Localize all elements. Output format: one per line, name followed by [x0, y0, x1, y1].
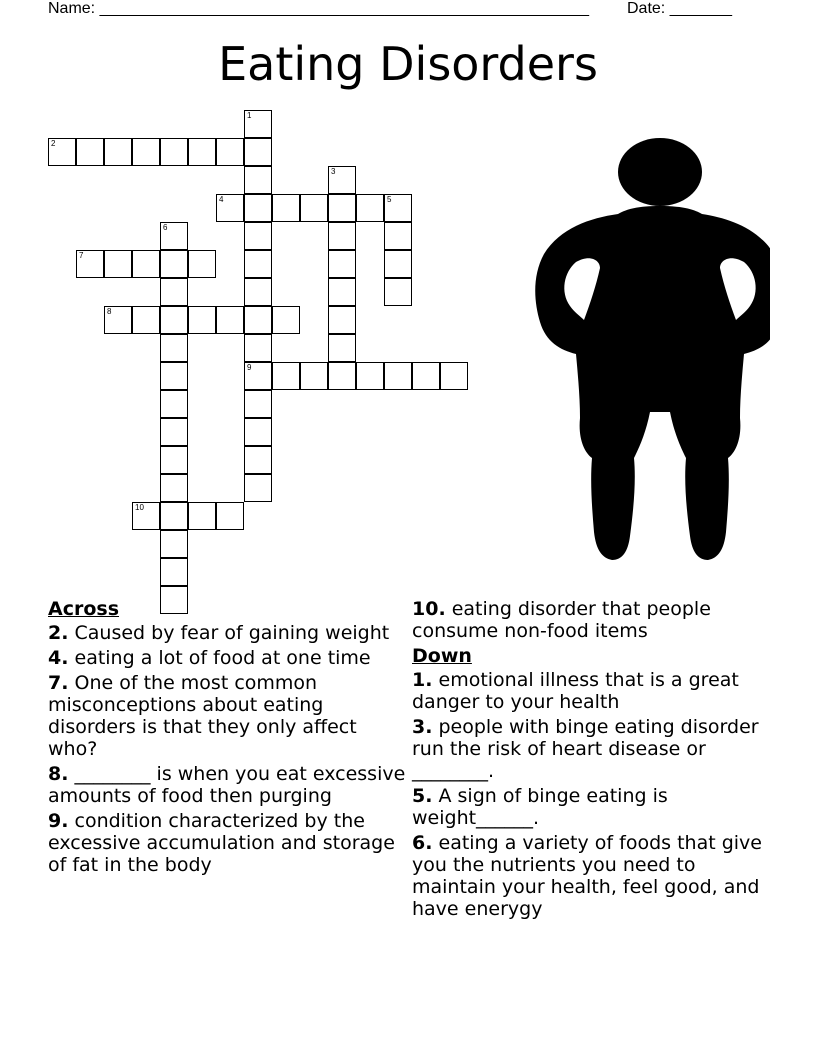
clue-across-9 — [48, 810, 410, 876]
human-silhouette-icon — [530, 136, 770, 562]
clue-down-3 — [412, 716, 782, 782]
crossword-cell[interactable] — [244, 222, 272, 250]
crossword-cell[interactable] — [384, 222, 412, 250]
crossword-cell[interactable] — [160, 530, 188, 558]
name-field-label[interactable]: Name: _______________________________________________________ — [48, 0, 589, 17]
crossword-cell[interactable] — [188, 306, 216, 334]
clue-down-5 — [412, 785, 782, 829]
crossword-cell[interactable] — [216, 194, 244, 222]
crossword-cell[interactable] — [244, 166, 272, 194]
crossword-cell[interactable] — [160, 474, 188, 502]
page-title: Eating Disorders — [218, 37, 598, 91]
clue-number: 7. — [48, 672, 69, 694]
crossword-cell[interactable] — [160, 362, 188, 390]
crossword-cell[interactable] — [384, 362, 412, 390]
clue-text: A sign of binge eating is weight______. — [412, 785, 668, 829]
crossword-cell[interactable] — [160, 278, 188, 306]
cell-number: 1 — [247, 111, 252, 120]
crossword-cell[interactable] — [244, 110, 272, 138]
clue-text: eating disorder that people consume non-food items — [412, 598, 711, 642]
clue-number: 3. — [412, 716, 433, 738]
cell-number: 10 — [135, 503, 144, 512]
cell-number: 6 — [163, 223, 168, 232]
clues-left-column — [48, 598, 410, 879]
clue-text: ________ is when you eat excessive amounts of food then purging — [48, 763, 406, 807]
crossword-cell[interactable] — [272, 362, 300, 390]
clues-right-column — [412, 598, 782, 923]
clue-across-10 — [412, 598, 782, 642]
clue-text: condition characterized by the excessive accumulation and storage of fat in the body — [48, 810, 395, 876]
crossword-cell[interactable] — [216, 306, 244, 334]
date-field-label[interactable]: Date: _______ — [627, 0, 732, 17]
cell-number: 4 — [219, 195, 224, 204]
clue-number: 5. — [412, 785, 433, 807]
crossword-cell[interactable] — [300, 194, 328, 222]
crossword-cell[interactable] — [244, 474, 272, 502]
crossword-cell[interactable] — [328, 306, 356, 334]
crossword-cell[interactable] — [356, 194, 384, 222]
crossword-cell[interactable] — [328, 222, 356, 250]
clue-number: 8. — [48, 763, 69, 785]
crossword-cell[interactable] — [188, 250, 216, 278]
clue-number: 2. — [48, 622, 69, 644]
crossword-cell[interactable] — [160, 222, 188, 250]
clue-across-2 — [48, 622, 410, 644]
crossword-cell[interactable] — [244, 250, 272, 278]
clue-down-6 — [412, 832, 782, 920]
crossword-cell[interactable] — [132, 306, 160, 334]
crossword-cell[interactable] — [160, 138, 188, 166]
clue-number: 6. — [412, 832, 433, 854]
crossword-cell[interactable] — [104, 138, 132, 166]
clue-number: 9. — [48, 810, 69, 832]
crossword-cell[interactable] — [76, 138, 104, 166]
clue-text: people with binge eating disorder run the risk of heart disease or ________. — [412, 716, 759, 782]
crossword-cell[interactable] — [160, 334, 188, 362]
crossword-cell[interactable] — [160, 390, 188, 418]
crossword-cell[interactable] — [160, 502, 188, 530]
clue-text: One of the most common misconceptions about eating disorders is that they only affect who? — [48, 672, 357, 760]
crossword-cell[interactable] — [300, 362, 328, 390]
cell-number: 7 — [79, 251, 84, 260]
crossword-cell[interactable] — [104, 306, 132, 334]
crossword-cell[interactable] — [244, 362, 272, 390]
crossword-cell[interactable] — [440, 362, 468, 390]
crossword-cell[interactable] — [244, 446, 272, 474]
crossword-cell[interactable] — [356, 362, 384, 390]
crossword-cell[interactable] — [328, 278, 356, 306]
clue-text: Caused by fear of gaining weight — [74, 622, 390, 644]
clue-across-7 — [48, 672, 410, 760]
clue-text: eating a lot of food at one time — [74, 647, 371, 669]
clue-text: eating a variety of foods that give you the nutrients you need to maintain your health, feel good, and have enerygy — [412, 832, 762, 920]
crossword-cell[interactable] — [244, 418, 272, 446]
crossword-cell[interactable] — [48, 138, 76, 166]
crossword-cell[interactable] — [104, 250, 132, 278]
crossword-cell[interactable] — [412, 362, 440, 390]
clue-number: 1. — [412, 669, 433, 691]
clue-across-8 — [48, 763, 410, 807]
crossword-cell[interactable] — [328, 362, 356, 390]
crossword-cell[interactable] — [160, 250, 188, 278]
crossword-cell[interactable] — [244, 306, 272, 334]
crossword-cell[interactable] — [132, 138, 160, 166]
crossword-cell[interactable] — [328, 194, 356, 222]
clue-number: 4. — [48, 647, 69, 669]
crossword-cell[interactable] — [160, 418, 188, 446]
crossword-cell[interactable] — [160, 446, 188, 474]
clue-down-1 — [412, 669, 782, 713]
crossword-cell[interactable] — [132, 250, 160, 278]
crossword-cell[interactable] — [244, 194, 272, 222]
crossword-cell[interactable] — [328, 250, 356, 278]
down-heading: Down — [412, 645, 472, 667]
cell-number: 2 — [51, 139, 56, 148]
crossword-cell[interactable] — [216, 502, 244, 530]
cell-number: 9 — [247, 363, 252, 372]
crossword-cell[interactable] — [188, 138, 216, 166]
crossword-cell[interactable] — [272, 306, 300, 334]
cell-number: 5 — [387, 195, 392, 204]
across-heading: Across — [48, 598, 120, 620]
crossword-cell[interactable] — [216, 138, 244, 166]
crossword-cell[interactable] — [132, 502, 160, 530]
crossword-cell[interactable] — [244, 138, 272, 166]
cell-number: 8 — [107, 307, 112, 316]
cell-number: 3 — [331, 167, 336, 176]
crossword-cell[interactable] — [384, 194, 412, 222]
crossword-cell[interactable] — [384, 278, 412, 306]
header — [48, 0, 748, 20]
crossword-cell[interactable] — [328, 166, 356, 194]
crossword-cell[interactable] — [328, 334, 356, 362]
crossword-cell[interactable] — [272, 194, 300, 222]
crossword-cell[interactable] — [244, 278, 272, 306]
clue-across-4 — [48, 647, 410, 669]
crossword-cell[interactable] — [244, 334, 272, 362]
crossword-cell[interactable] — [188, 502, 216, 530]
crossword-cell[interactable] — [384, 250, 412, 278]
crossword-cell[interactable] — [76, 250, 104, 278]
clue-text: emotional illness that is a great danger to your health — [412, 669, 739, 713]
crossword-cell[interactable] — [160, 306, 188, 334]
crossword-cell[interactable] — [160, 558, 188, 586]
clue-number: 10. — [412, 598, 446, 620]
crossword-cell[interactable] — [244, 390, 272, 418]
